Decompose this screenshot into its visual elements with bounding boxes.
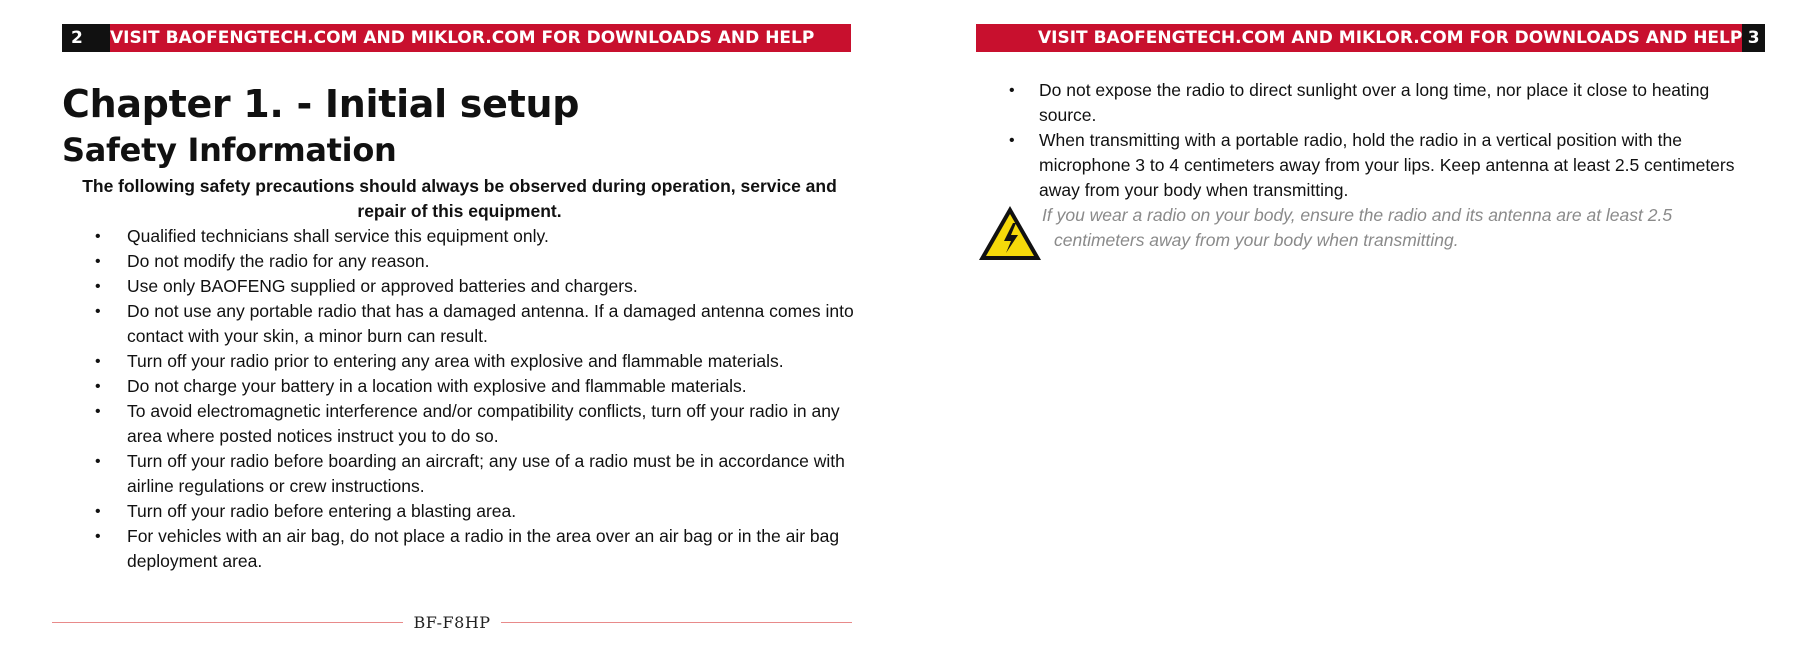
list-item-text: For vehicles with an air bag, do not place a radio in the area over an air bag or in the air bag deployment area. bbox=[127, 526, 840, 571]
right-page bbox=[976, 78, 1766, 263]
bullet-icon: • bbox=[95, 403, 101, 420]
bullet-icon: • bbox=[1009, 82, 1015, 99]
list-item bbox=[62, 374, 857, 399]
list-item bbox=[62, 224, 857, 249]
list-item bbox=[62, 349, 857, 374]
list-item-text: Do not charge your battery in a location with explosive and flammable materials. bbox=[127, 376, 747, 396]
high-voltage-warning-icon bbox=[976, 203, 1044, 263]
safety-list bbox=[62, 224, 857, 574]
list-item bbox=[62, 449, 857, 499]
list-item bbox=[62, 274, 857, 299]
list-item-text: Turn off your radio before entering a blasting area. bbox=[127, 501, 517, 521]
list-item-text: Do not expose the radio to direct sunlight over a long time, nor place it close to heating source. bbox=[1039, 80, 1710, 125]
list-item-text: When transmitting with a portable radio, hold the radio in a vertical position with the microphone 3 to 4 centimeters away from your lips. Keep antenna at least 2.5 centimeters away from your body when transmitting. bbox=[1039, 130, 1735, 200]
footer-rule-left bbox=[52, 622, 403, 623]
bullet-icon: • bbox=[95, 228, 101, 245]
bullet-icon: • bbox=[95, 453, 101, 470]
list-item bbox=[976, 78, 1766, 128]
left-page-number: 2 bbox=[62, 24, 110, 52]
left-page-banner bbox=[62, 24, 851, 52]
list-item-text: Qualified technicians shall service this equipment only. bbox=[127, 226, 549, 246]
warning-text-line-2: centimeters away from your body when transmitting. bbox=[1054, 230, 1459, 250]
warning-text-line-1: If you wear a radio on your body, ensure the radio and its antenna are at least 2.5 bbox=[1042, 205, 1673, 225]
left-banner-text: VISIT BAOFENGTECH.COM AND MIKLOR.COM FOR DOWNLOADS AND HELP bbox=[110, 28, 815, 48]
right-page-number: 3 bbox=[1742, 24, 1765, 52]
right-page-banner bbox=[976, 24, 1765, 52]
list-item-text: Use only BAOFENG supplied or approved batteries and chargers. bbox=[127, 276, 638, 296]
list-item bbox=[62, 524, 857, 574]
left-page bbox=[62, 80, 857, 574]
list-item-text: To avoid electromagnetic interference and/or compatibility conflicts, turn off your radio in any area where posted notices instruct you to do so. bbox=[127, 401, 840, 446]
footer-model: BF-F8HP bbox=[413, 612, 491, 632]
list-item bbox=[62, 249, 857, 274]
list-item-text: Do not use any portable radio that has a damaged antenna. If a damaged antenna comes into contact with your skin, a minor burn can result. bbox=[127, 301, 854, 346]
bullet-icon: • bbox=[95, 353, 101, 370]
section-title: Safety Information bbox=[62, 131, 397, 169]
safety-intro: The following safety precautions should always be observed during operation, service and repair of this equipment. bbox=[82, 176, 837, 221]
left-page-footer bbox=[52, 612, 852, 632]
list-item-text: Turn off your radio before boarding an aircraft; any use of a radio must be in accordance with airline regulations or crew instructions. bbox=[127, 451, 845, 496]
footer-rule-right bbox=[501, 622, 852, 623]
bullet-icon: • bbox=[95, 503, 101, 520]
warning-text bbox=[1042, 203, 1672, 253]
bullet-icon: • bbox=[95, 528, 101, 545]
bullet-icon: • bbox=[95, 278, 101, 295]
list-item bbox=[62, 399, 857, 449]
list-item bbox=[62, 499, 857, 524]
chapter-title: Chapter 1. - Initial setup bbox=[62, 82, 580, 126]
list-item-text: Do not modify the radio for any reason. bbox=[127, 251, 430, 271]
list-item bbox=[62, 299, 857, 349]
bullet-icon: • bbox=[95, 378, 101, 395]
safety-list-continued bbox=[976, 78, 1766, 203]
list-item bbox=[976, 128, 1766, 203]
bullet-icon: • bbox=[1009, 132, 1015, 149]
bullet-icon: • bbox=[95, 253, 101, 270]
right-banner-text: VISIT BAOFENGTECH.COM AND MIKLOR.COM FOR DOWNLOADS AND HELP bbox=[1038, 28, 1743, 48]
list-item-text: Turn off your radio prior to entering any area with explosive and flammable materials. bbox=[127, 351, 784, 371]
body-wear-warning bbox=[976, 203, 1766, 263]
bullet-icon: • bbox=[95, 303, 101, 320]
